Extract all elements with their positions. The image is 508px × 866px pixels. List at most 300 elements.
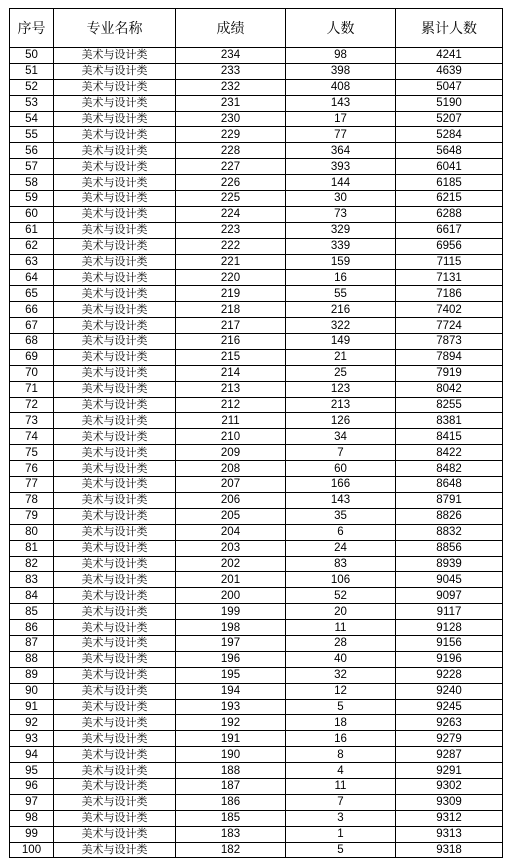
cell-major: 美术与设计类 <box>54 206 176 222</box>
cell-cumulative: 7115 <box>396 254 503 270</box>
cell-index: 84 <box>10 588 54 604</box>
cell-index: 93 <box>10 731 54 747</box>
cell-index: 51 <box>10 63 54 79</box>
cell-count: 60 <box>286 461 396 477</box>
cell-score: 188 <box>176 763 286 779</box>
table-row <box>10 191 503 207</box>
cell-count: 1 <box>286 826 396 842</box>
cell-score: 218 <box>176 302 286 318</box>
cell-count: 73 <box>286 206 396 222</box>
cell-score: 223 <box>176 222 286 238</box>
cell-count: 11 <box>286 620 396 636</box>
cell-count: 12 <box>286 683 396 699</box>
table-row <box>10 143 503 159</box>
cell-count: 159 <box>286 254 396 270</box>
cell-count: 98 <box>286 48 396 64</box>
cell-index: 89 <box>10 667 54 683</box>
cell-major: 美术与设计类 <box>54 143 176 159</box>
table-row <box>10 826 503 842</box>
cell-cumulative: 9045 <box>396 572 503 588</box>
cell-cumulative: 8826 <box>396 508 503 524</box>
cell-count: 322 <box>286 318 396 334</box>
cell-cumulative: 6617 <box>396 222 503 238</box>
table-row <box>10 842 503 858</box>
table-row <box>10 763 503 779</box>
cell-index: 92 <box>10 715 54 731</box>
cell-index: 85 <box>10 604 54 620</box>
table-row <box>10 588 503 604</box>
cell-count: 408 <box>286 79 396 95</box>
cell-count: 52 <box>286 588 396 604</box>
table-row <box>10 699 503 715</box>
cell-index: 98 <box>10 810 54 826</box>
cell-index: 69 <box>10 349 54 365</box>
cell-major: 美术与设计类 <box>54 365 176 381</box>
cell-major: 美术与设计类 <box>54 731 176 747</box>
cell-major: 美术与设计类 <box>54 334 176 350</box>
cell-major: 美术与设计类 <box>54 127 176 143</box>
cell-cumulative: 9309 <box>396 794 503 810</box>
cell-count: 339 <box>286 238 396 254</box>
cell-major: 美术与设计类 <box>54 826 176 842</box>
cell-major: 美术与设计类 <box>54 747 176 763</box>
cell-count: 21 <box>286 349 396 365</box>
table-row <box>10 635 503 651</box>
table-row <box>10 556 503 572</box>
table-row <box>10 206 503 222</box>
cell-count: 28 <box>286 635 396 651</box>
cell-count: 364 <box>286 143 396 159</box>
cell-count: 149 <box>286 334 396 350</box>
cell-index: 59 <box>10 191 54 207</box>
cell-score: 192 <box>176 715 286 731</box>
header-score: 成绩 <box>176 9 286 48</box>
cell-index: 83 <box>10 572 54 588</box>
cell-count: 123 <box>286 381 396 397</box>
cell-cumulative: 9117 <box>396 604 503 620</box>
cell-score: 200 <box>176 588 286 604</box>
table-row <box>10 604 503 620</box>
cell-cumulative: 8415 <box>396 429 503 445</box>
cell-score: 232 <box>176 79 286 95</box>
cell-index: 65 <box>10 286 54 302</box>
table-row <box>10 508 503 524</box>
cell-index: 54 <box>10 111 54 127</box>
cell-index: 66 <box>10 302 54 318</box>
cell-major: 美术与设计类 <box>54 175 176 191</box>
cell-index: 77 <box>10 477 54 493</box>
table-row <box>10 270 503 286</box>
cell-major: 美术与设计类 <box>54 810 176 826</box>
cell-count: 40 <box>286 651 396 667</box>
cell-score: 190 <box>176 747 286 763</box>
cell-cumulative: 8791 <box>396 492 503 508</box>
header-major: 专业名称 <box>54 9 176 48</box>
cell-cumulative: 8042 <box>396 381 503 397</box>
cell-index: 86 <box>10 620 54 636</box>
cell-major: 美术与设计类 <box>54 429 176 445</box>
cell-cumulative: 7724 <box>396 318 503 334</box>
cell-major: 美术与设计类 <box>54 492 176 508</box>
cell-index: 58 <box>10 175 54 191</box>
cell-cumulative: 5648 <box>396 143 503 159</box>
cell-count: 18 <box>286 715 396 731</box>
cell-cumulative: 9245 <box>396 699 503 715</box>
table-row <box>10 238 503 254</box>
cell-cumulative: 9228 <box>396 667 503 683</box>
cell-score: 220 <box>176 270 286 286</box>
cell-cumulative: 7186 <box>396 286 503 302</box>
cell-major: 美术与设计类 <box>54 222 176 238</box>
cell-score: 213 <box>176 381 286 397</box>
cell-score: 226 <box>176 175 286 191</box>
cell-major: 美术与设计类 <box>54 651 176 667</box>
table-row <box>10 572 503 588</box>
cell-score: 203 <box>176 540 286 556</box>
cell-major: 美术与设计类 <box>54 381 176 397</box>
cell-index: 81 <box>10 540 54 556</box>
cell-count: 17 <box>286 111 396 127</box>
cell-cumulative: 8381 <box>396 413 503 429</box>
cell-index: 78 <box>10 492 54 508</box>
cell-count: 20 <box>286 604 396 620</box>
table-row <box>10 318 503 334</box>
table-row <box>10 63 503 79</box>
cell-major: 美术与设计类 <box>54 715 176 731</box>
cell-index: 61 <box>10 222 54 238</box>
cell-major: 美术与设计类 <box>54 604 176 620</box>
cell-cumulative: 9312 <box>396 810 503 826</box>
cell-count: 32 <box>286 667 396 683</box>
cell-cumulative: 8832 <box>396 524 503 540</box>
cell-major: 美术与设计类 <box>54 445 176 461</box>
cell-cumulative: 8482 <box>396 461 503 477</box>
cell-count: 34 <box>286 429 396 445</box>
cell-score: 207 <box>176 477 286 493</box>
cell-score: 216 <box>176 334 286 350</box>
table-row <box>10 747 503 763</box>
cell-index: 53 <box>10 95 54 111</box>
cell-score: 210 <box>176 429 286 445</box>
cell-cumulative: 9156 <box>396 635 503 651</box>
cell-score: 185 <box>176 810 286 826</box>
cell-index: 73 <box>10 413 54 429</box>
cell-count: 24 <box>286 540 396 556</box>
cell-index: 75 <box>10 445 54 461</box>
table-row <box>10 111 503 127</box>
cell-major: 美术与设计类 <box>54 270 176 286</box>
table-row <box>10 492 503 508</box>
cell-major: 美术与设计类 <box>54 763 176 779</box>
cell-major: 美术与设计类 <box>54 349 176 365</box>
cell-count: 329 <box>286 222 396 238</box>
cell-index: 62 <box>10 238 54 254</box>
cell-score: 191 <box>176 731 286 747</box>
cell-count: 216 <box>286 302 396 318</box>
cell-score: 211 <box>176 413 286 429</box>
table-row <box>10 365 503 381</box>
cell-score: 234 <box>176 48 286 64</box>
cell-cumulative: 4241 <box>396 48 503 64</box>
cell-cumulative: 9318 <box>396 842 503 858</box>
cell-count: 4 <box>286 763 396 779</box>
cell-cumulative: 6956 <box>396 238 503 254</box>
cell-major: 美术与设计类 <box>54 635 176 651</box>
cell-score: 183 <box>176 826 286 842</box>
cell-major: 美术与设计类 <box>54 254 176 270</box>
table-row <box>10 524 503 540</box>
cell-cumulative: 9291 <box>396 763 503 779</box>
cell-major: 美术与设计类 <box>54 778 176 794</box>
cell-score: 208 <box>176 461 286 477</box>
cell-index: 87 <box>10 635 54 651</box>
cell-index: 100 <box>10 842 54 858</box>
cell-major: 美术与设计类 <box>54 477 176 493</box>
cell-cumulative: 5207 <box>396 111 503 127</box>
table-row <box>10 286 503 302</box>
cell-cumulative: 8939 <box>396 556 503 572</box>
cell-major: 美术与设计类 <box>54 159 176 175</box>
cell-score: 206 <box>176 492 286 508</box>
cell-cumulative: 8648 <box>396 477 503 493</box>
cell-count: 83 <box>286 556 396 572</box>
cell-major: 美术与设计类 <box>54 48 176 64</box>
cell-major: 美术与设计类 <box>54 842 176 858</box>
table-row <box>10 79 503 95</box>
cell-major: 美术与设计类 <box>54 302 176 318</box>
cell-cumulative: 4639 <box>396 63 503 79</box>
cell-cumulative: 9287 <box>396 747 503 763</box>
cell-score: 205 <box>176 508 286 524</box>
table-header <box>10 9 503 48</box>
cell-major: 美术与设计类 <box>54 588 176 604</box>
cell-score: 196 <box>176 651 286 667</box>
cell-score: 233 <box>176 63 286 79</box>
cell-cumulative: 6185 <box>396 175 503 191</box>
cell-score: 231 <box>176 95 286 111</box>
cell-score: 198 <box>176 620 286 636</box>
header-row <box>10 9 503 48</box>
cell-index: 76 <box>10 461 54 477</box>
cell-cumulative: 9196 <box>396 651 503 667</box>
cell-score: 227 <box>176 159 286 175</box>
cell-count: 7 <box>286 445 396 461</box>
cell-cumulative: 8422 <box>396 445 503 461</box>
cell-score: 209 <box>176 445 286 461</box>
cell-score: 228 <box>176 143 286 159</box>
table-row <box>10 445 503 461</box>
cell-index: 79 <box>10 508 54 524</box>
cell-major: 美术与设计类 <box>54 95 176 111</box>
table-row <box>10 159 503 175</box>
cell-index: 94 <box>10 747 54 763</box>
cell-count: 16 <box>286 731 396 747</box>
table-row <box>10 222 503 238</box>
cell-count: 106 <box>286 572 396 588</box>
cell-index: 70 <box>10 365 54 381</box>
cell-score: 194 <box>176 683 286 699</box>
cell-count: 144 <box>286 175 396 191</box>
cell-index: 57 <box>10 159 54 175</box>
cell-score: 187 <box>176 778 286 794</box>
cell-score: 193 <box>176 699 286 715</box>
cell-cumulative: 5047 <box>396 79 503 95</box>
cell-index: 64 <box>10 270 54 286</box>
cell-cumulative: 7873 <box>396 334 503 350</box>
header-cumulative: 累计人数 <box>396 9 503 48</box>
cell-score: 197 <box>176 635 286 651</box>
cell-major: 美术与设计类 <box>54 556 176 572</box>
table-row <box>10 810 503 826</box>
cell-count: 213 <box>286 397 396 413</box>
cell-cumulative: 9097 <box>396 588 503 604</box>
table-row <box>10 540 503 556</box>
cell-index: 72 <box>10 397 54 413</box>
cell-score: 229 <box>176 127 286 143</box>
cell-score: 222 <box>176 238 286 254</box>
cell-count: 398 <box>286 63 396 79</box>
cell-cumulative: 9128 <box>396 620 503 636</box>
cell-count: 55 <box>286 286 396 302</box>
cell-major: 美术与设计类 <box>54 683 176 699</box>
cell-score: 212 <box>176 397 286 413</box>
cell-major: 美术与设计类 <box>54 699 176 715</box>
cell-index: 52 <box>10 79 54 95</box>
table-row <box>10 429 503 445</box>
cell-index: 80 <box>10 524 54 540</box>
cell-major: 美术与设计类 <box>54 191 176 207</box>
cell-major: 美术与设计类 <box>54 63 176 79</box>
cell-major: 美术与设计类 <box>54 667 176 683</box>
table-row <box>10 397 503 413</box>
table-row <box>10 620 503 636</box>
table-row <box>10 349 503 365</box>
cell-major: 美术与设计类 <box>54 413 176 429</box>
table-row <box>10 95 503 111</box>
cell-count: 25 <box>286 365 396 381</box>
cell-major: 美术与设计类 <box>54 508 176 524</box>
cell-index: 55 <box>10 127 54 143</box>
cell-score: 195 <box>176 667 286 683</box>
cell-count: 143 <box>286 95 396 111</box>
cell-cumulative: 5284 <box>396 127 503 143</box>
cell-count: 126 <box>286 413 396 429</box>
cell-count: 8 <box>286 747 396 763</box>
table-row <box>10 715 503 731</box>
cell-score: 202 <box>176 556 286 572</box>
cell-cumulative: 9240 <box>396 683 503 699</box>
cell-count: 77 <box>286 127 396 143</box>
cell-count: 393 <box>286 159 396 175</box>
cell-major: 美术与设计类 <box>54 620 176 636</box>
cell-major: 美术与设计类 <box>54 572 176 588</box>
cell-index: 56 <box>10 143 54 159</box>
cell-count: 30 <box>286 191 396 207</box>
cell-major: 美术与设计类 <box>54 318 176 334</box>
cell-major: 美术与设计类 <box>54 794 176 810</box>
table-row <box>10 413 503 429</box>
cell-major: 美术与设计类 <box>54 524 176 540</box>
table-row <box>10 127 503 143</box>
cell-score: 201 <box>176 572 286 588</box>
table-row <box>10 381 503 397</box>
cell-major: 美术与设计类 <box>54 461 176 477</box>
cell-major: 美术与设计类 <box>54 397 176 413</box>
cell-cumulative: 6288 <box>396 206 503 222</box>
cell-cumulative: 9263 <box>396 715 503 731</box>
cell-count: 16 <box>286 270 396 286</box>
cell-index: 50 <box>10 48 54 64</box>
cell-cumulative: 7131 <box>396 270 503 286</box>
cell-score: 221 <box>176 254 286 270</box>
cell-score: 219 <box>176 286 286 302</box>
cell-index: 96 <box>10 778 54 794</box>
cell-score: 225 <box>176 191 286 207</box>
cell-major: 美术与设计类 <box>54 286 176 302</box>
cell-score: 182 <box>176 842 286 858</box>
cell-index: 95 <box>10 763 54 779</box>
cell-index: 67 <box>10 318 54 334</box>
cell-score: 186 <box>176 794 286 810</box>
cell-cumulative: 7919 <box>396 365 503 381</box>
cell-index: 91 <box>10 699 54 715</box>
cell-score: 204 <box>176 524 286 540</box>
cell-cumulative: 9302 <box>396 778 503 794</box>
cell-index: 82 <box>10 556 54 572</box>
table-row <box>10 731 503 747</box>
table-row <box>10 477 503 493</box>
cell-cumulative: 6041 <box>396 159 503 175</box>
table-row <box>10 683 503 699</box>
cell-index: 68 <box>10 334 54 350</box>
cell-count: 11 <box>286 778 396 794</box>
cell-major: 美术与设计类 <box>54 540 176 556</box>
score-distribution-table <box>9 8 503 858</box>
cell-major: 美术与设计类 <box>54 79 176 95</box>
table-row <box>10 667 503 683</box>
cell-cumulative: 7894 <box>396 349 503 365</box>
cell-count: 5 <box>286 842 396 858</box>
table-row <box>10 778 503 794</box>
cell-cumulative: 9279 <box>396 731 503 747</box>
cell-cumulative: 8255 <box>396 397 503 413</box>
cell-count: 166 <box>286 477 396 493</box>
cell-count: 6 <box>286 524 396 540</box>
table-row <box>10 302 503 318</box>
table-row <box>10 334 503 350</box>
table-row <box>10 794 503 810</box>
cell-index: 60 <box>10 206 54 222</box>
cell-count: 5 <box>286 699 396 715</box>
table-row <box>10 651 503 667</box>
cell-index: 99 <box>10 826 54 842</box>
cell-index: 88 <box>10 651 54 667</box>
cell-index: 74 <box>10 429 54 445</box>
table-row <box>10 175 503 191</box>
cell-score: 230 <box>176 111 286 127</box>
cell-cumulative: 5190 <box>396 95 503 111</box>
cell-cumulative: 8856 <box>396 540 503 556</box>
header-count: 人数 <box>286 9 396 48</box>
cell-count: 7 <box>286 794 396 810</box>
cell-score: 214 <box>176 365 286 381</box>
table-row <box>10 254 503 270</box>
table-body <box>10 48 503 858</box>
cell-index: 71 <box>10 381 54 397</box>
cell-major: 美术与设计类 <box>54 238 176 254</box>
cell-score: 199 <box>176 604 286 620</box>
cell-index: 63 <box>10 254 54 270</box>
